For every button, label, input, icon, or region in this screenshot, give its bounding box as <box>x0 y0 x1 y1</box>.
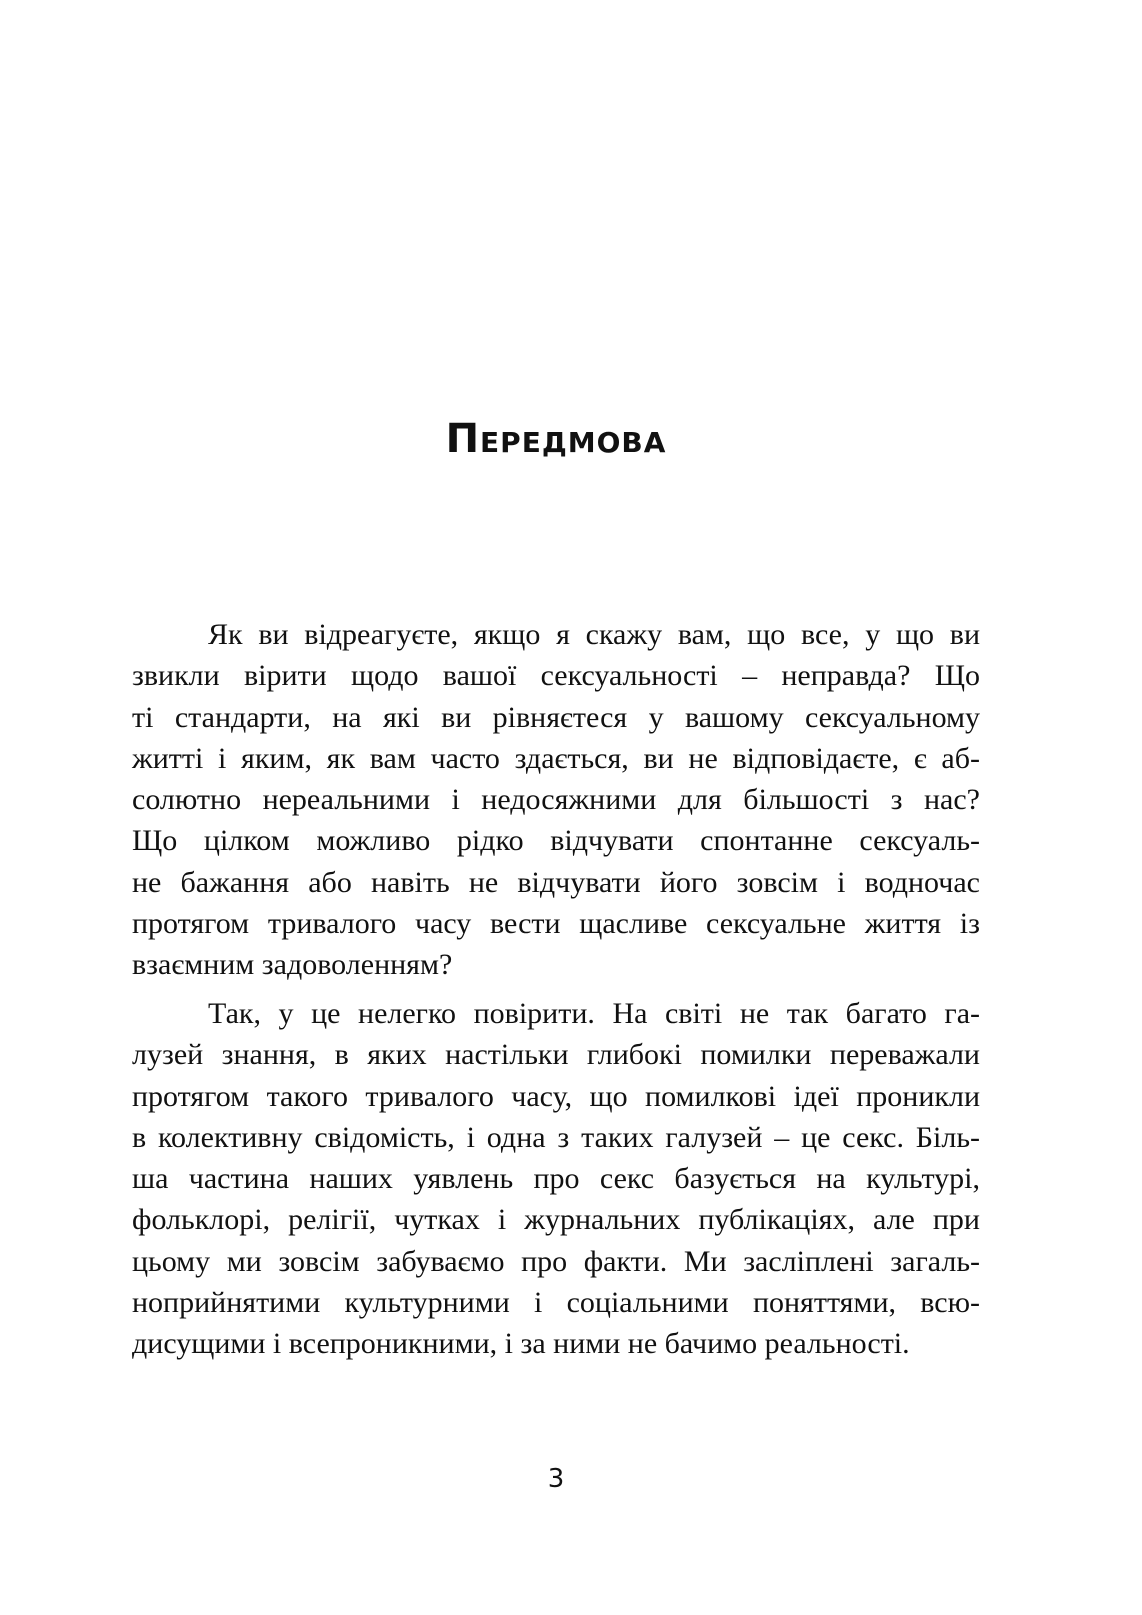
text-line: фольклорі, релігії, чутках і журнальних публікаціях, але при <box>132 1203 980 1237</box>
text-line: протягом тривалого часу вести щасливе сексуальне життя із <box>132 907 980 941</box>
text-line: Як ви відреагуєте, якщо я скажу вам, що все, у що ви <box>208 618 980 651</box>
page-title: Передмова <box>445 416 667 462</box>
text-line: солютно нереальними і недосяжними для більшості з нас? <box>132 783 980 817</box>
text-line: дисущими і всепроникними, і за ними не бачимо реальності. <box>132 1327 910 1361</box>
text-line: цьому ми зовсім забуваємо про факти. Ми засліплені загаль- <box>132 1244 980 1278</box>
text-line: не бажання або навіть не відчувати його зовсім і водночас <box>132 865 980 899</box>
paragraph-2 <box>132 993 980 1365</box>
text-line: протягом такого тривалого часу, що помилкові ідеї проникли <box>132 1079 980 1113</box>
text-line: Що цілком можливо рідко відчувати спонтанне сексуаль- <box>132 824 980 858</box>
text-line: житті і яким, як вам часто здається, ви не відповідаєте, є аб- <box>132 741 980 775</box>
text-line: Так, у це нелегко повірити. На світі не так багато га- <box>208 997 980 1030</box>
text-line: взаємним задоволенням? <box>132 948 453 982</box>
text-line: ті стандарти, на які ви рівняєтеся у вашому сексуальному <box>132 700 980 734</box>
page-number: 3 <box>547 1464 565 1494</box>
text-line: в колективну свідомість, і одна з таких галузей – це секс. Біль- <box>132 1120 980 1154</box>
text-line: ша частина наших уявлень про секс базується на культурі, <box>132 1162 980 1196</box>
text-line: лузей знання, в яких настільки глибокі помилки переважали <box>132 1038 980 1072</box>
text-line: звикли вірити щодо вашої сексуальності – неправда? Що <box>132 659 980 693</box>
paragraph-1 <box>132 614 980 986</box>
text-line: ноприйнятими культурними і соціальними поняттями, всю- <box>132 1286 980 1320</box>
